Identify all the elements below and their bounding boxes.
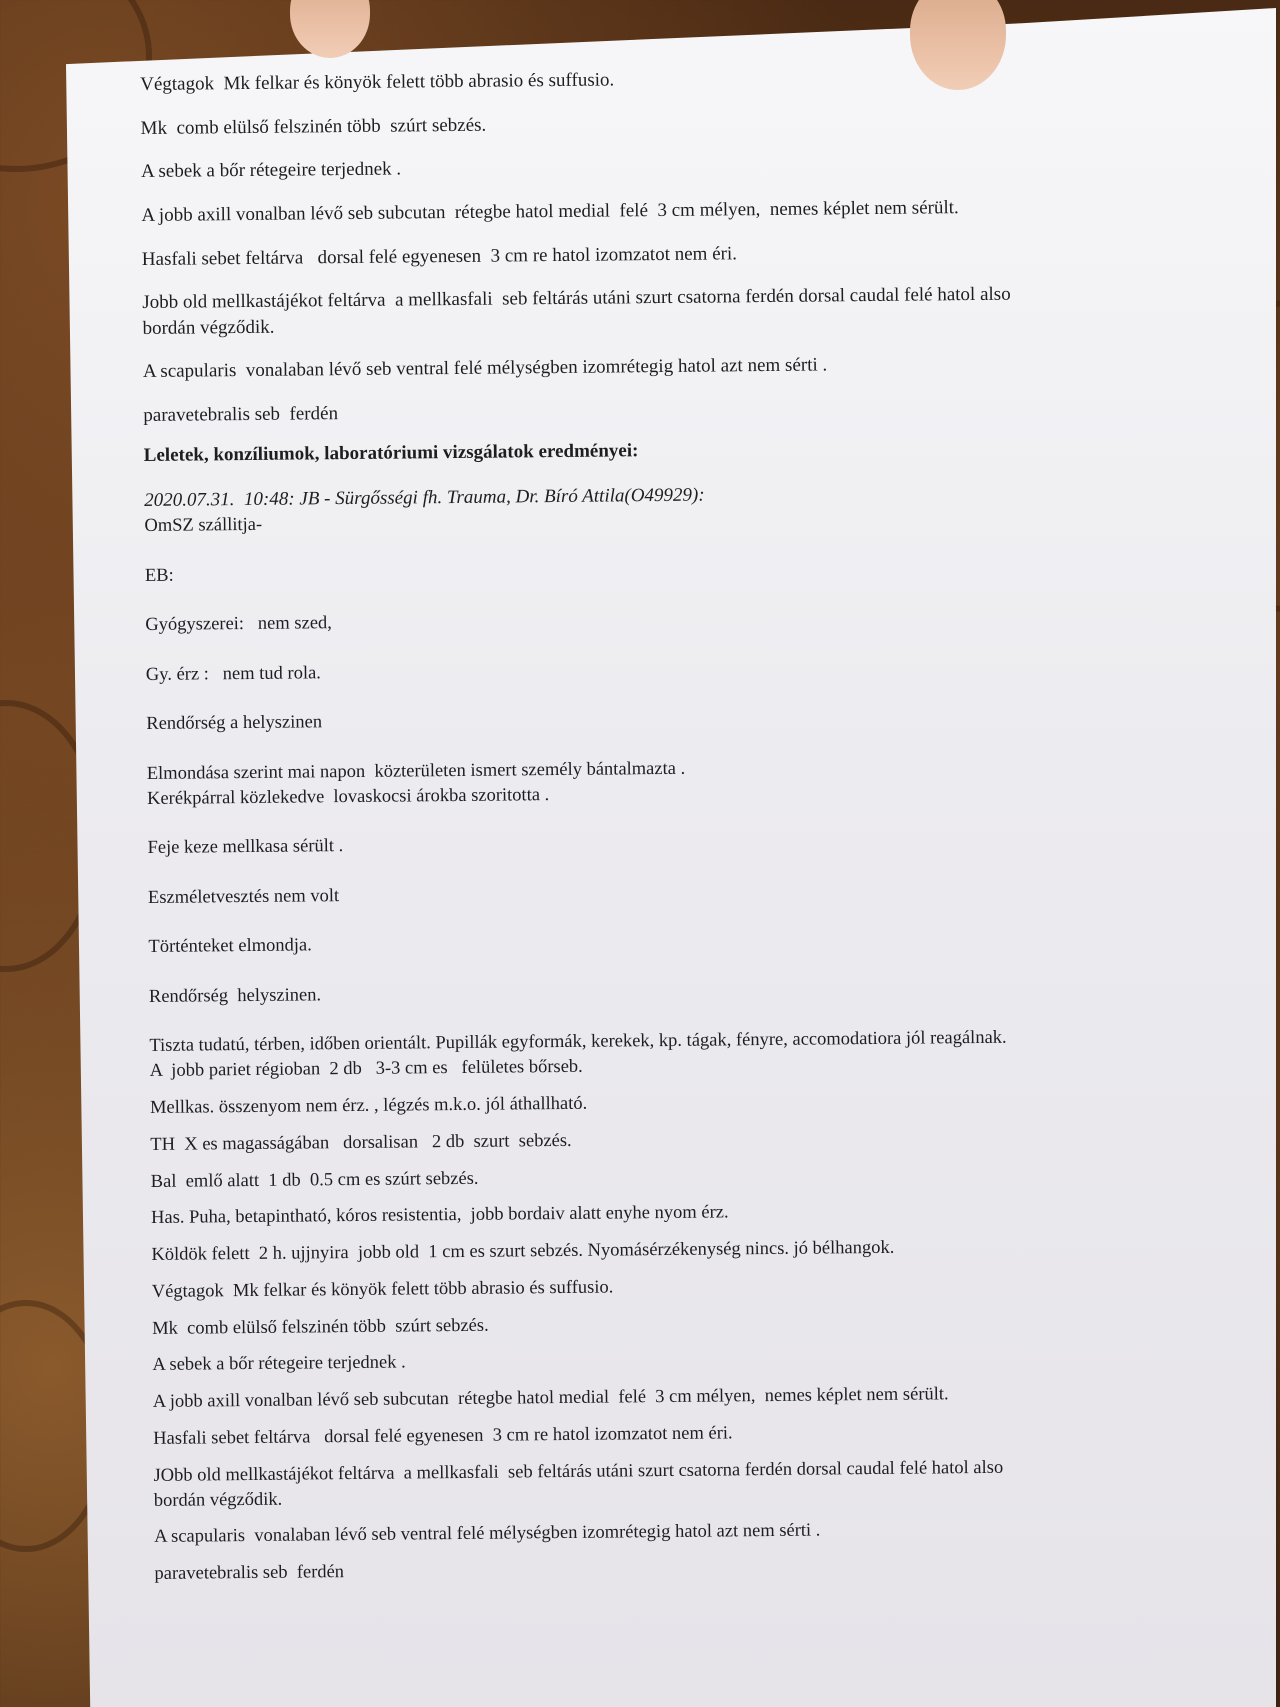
entry-line: Történteket elmondja. — [148, 935, 312, 958]
entry-line: Has. Puha, betapintható, kóros resistentia, jobb bordaiv alatt enyhe nyom érz. — [150, 1202, 729, 1229]
entry-line: paravetebralis seb ferdén — [154, 1562, 345, 1585]
text-line: A jobb axill vonalban lévő seb subcutan rétegbe hatol medial felé 3 cm mélyen, nemes képlet nem sérült. — [141, 197, 959, 226]
entry-line: A jobb axill vonalban lévő seb subcutan rétegbe hatol medial felé 3 cm mélyen, nemes képlet nem sérült. — [152, 1384, 949, 1413]
text-line: A scapularis vonalaban lévő seb ventral felé mélységben izomrétegig hatol azt nem sérti . — [142, 354, 828, 383]
entry-header: 2020.07.31. 10:48: JB - Sürgősségi fh. Trauma, Dr. Bíró Attila(O49929): — [144, 485, 705, 512]
entry-line: Gy. érz : nem tud rola. — [145, 663, 321, 685]
entry-line: bordán végződik. — [153, 1489, 283, 1511]
entry-line: Végtagok Mk felkar és könyök felett több abrasio és suffusio. — [151, 1277, 614, 1302]
entry-body — [144, 504, 1244, 1587]
text-line: bordán végződik. — [142, 316, 275, 339]
text-line: Végtagok Mk felkar és könyök felett több abrasio és suffusio. — [140, 69, 615, 95]
entry-line: OmSZ szállitja- — [144, 514, 263, 537]
text-line: A sebek a bőr rétegeire terjednek . — [140, 158, 402, 183]
section-heading: Leletek, konzíliumok, laboratóriumi vizsgálatok eredményei: — [143, 439, 639, 466]
text-line: Mk comb elülső felszinén több szúrt sebzés. — [140, 114, 487, 139]
text-line: paravetebralis seb ferdén — [143, 403, 339, 427]
entry-line: A jobb pariet régioban 2 db 3-3 cm es felületes bőrseb. — [149, 1057, 583, 1082]
entry-line: Bal emlő alatt 1 db 0.5 cm es szúrt sebzés. — [150, 1168, 479, 1192]
entry-line: TH X es magasságában dorsalisan 2 db szurt sebzés. — [150, 1130, 572, 1155]
entry-line: JObb old mellkastájékot feltárva a mellkasfali seb feltárás utáni szurt csatorna ferdén dorsal caudal felé hatol also — [153, 1457, 1004, 1486]
entry-line: Gyógyszerei: nem szed, — [145, 613, 332, 636]
top-section — [140, 62, 1233, 429]
entry-line: Köldök felett 2 h. ujjnyira jobb old 1 cm es szurt sebzés. Nyomásérzékenység nincs. jó bélhangok. — [151, 1237, 895, 1266]
entry-line: EB: — [144, 565, 174, 586]
finger-left — [290, 0, 370, 58]
entry-line: Mk comb elülső felszinén több szúrt sebzés. — [152, 1315, 489, 1339]
entry-line: A sebek a bőr rétegeire terjednek . — [152, 1352, 406, 1376]
entry-line: A scapularis vonalaban lévő seb ventral felé mélységben izomrétegig hatol azt nem sérti . — [154, 1520, 821, 1548]
text-line: Jobb old mellkastájékot feltárva a mellkasfali seb feltárás utáni szurt csatorna ferdén dorsal caudal felé hatol also — [142, 283, 1011, 314]
medical-report-text — [140, 54, 1245, 1587]
entry-line: Feje keze mellkasa sérült . — [147, 836, 344, 859]
entry-line: Rendőrség a helyszinen — [146, 712, 323, 735]
entry-line: Eszméletvesztés nem volt — [147, 885, 340, 908]
entry-line: Kerékpárral közlekedve lovaskocsi árokba szoritotta . — [146, 784, 550, 809]
text-line: Hasfali sebet feltárva dorsal felé egyenesen 3 cm re hatol izomzatot nem éri. — [141, 242, 738, 270]
entry-line: Tiszta tudatú, térben, időben orientált. Pupillák egyformák, kerekek, kp. tágak, fényre, accomodatiora jól reagálnak. — [149, 1028, 1007, 1057]
entry-line: Mellkas. összenyom nem érz. , légzés m.k.o. jól áthallható. — [149, 1093, 588, 1118]
entry-line: Rendőrség helyszinen. — [148, 985, 322, 1007]
entry-line: Hasfali sebet feltárva dorsal felé egyenesen 3 cm re hatol izomzatot nem éri. — [153, 1423, 733, 1449]
entry-line: Elmondása szerint mai napon közterületen ismert személy bántalmazta . — [146, 758, 686, 784]
